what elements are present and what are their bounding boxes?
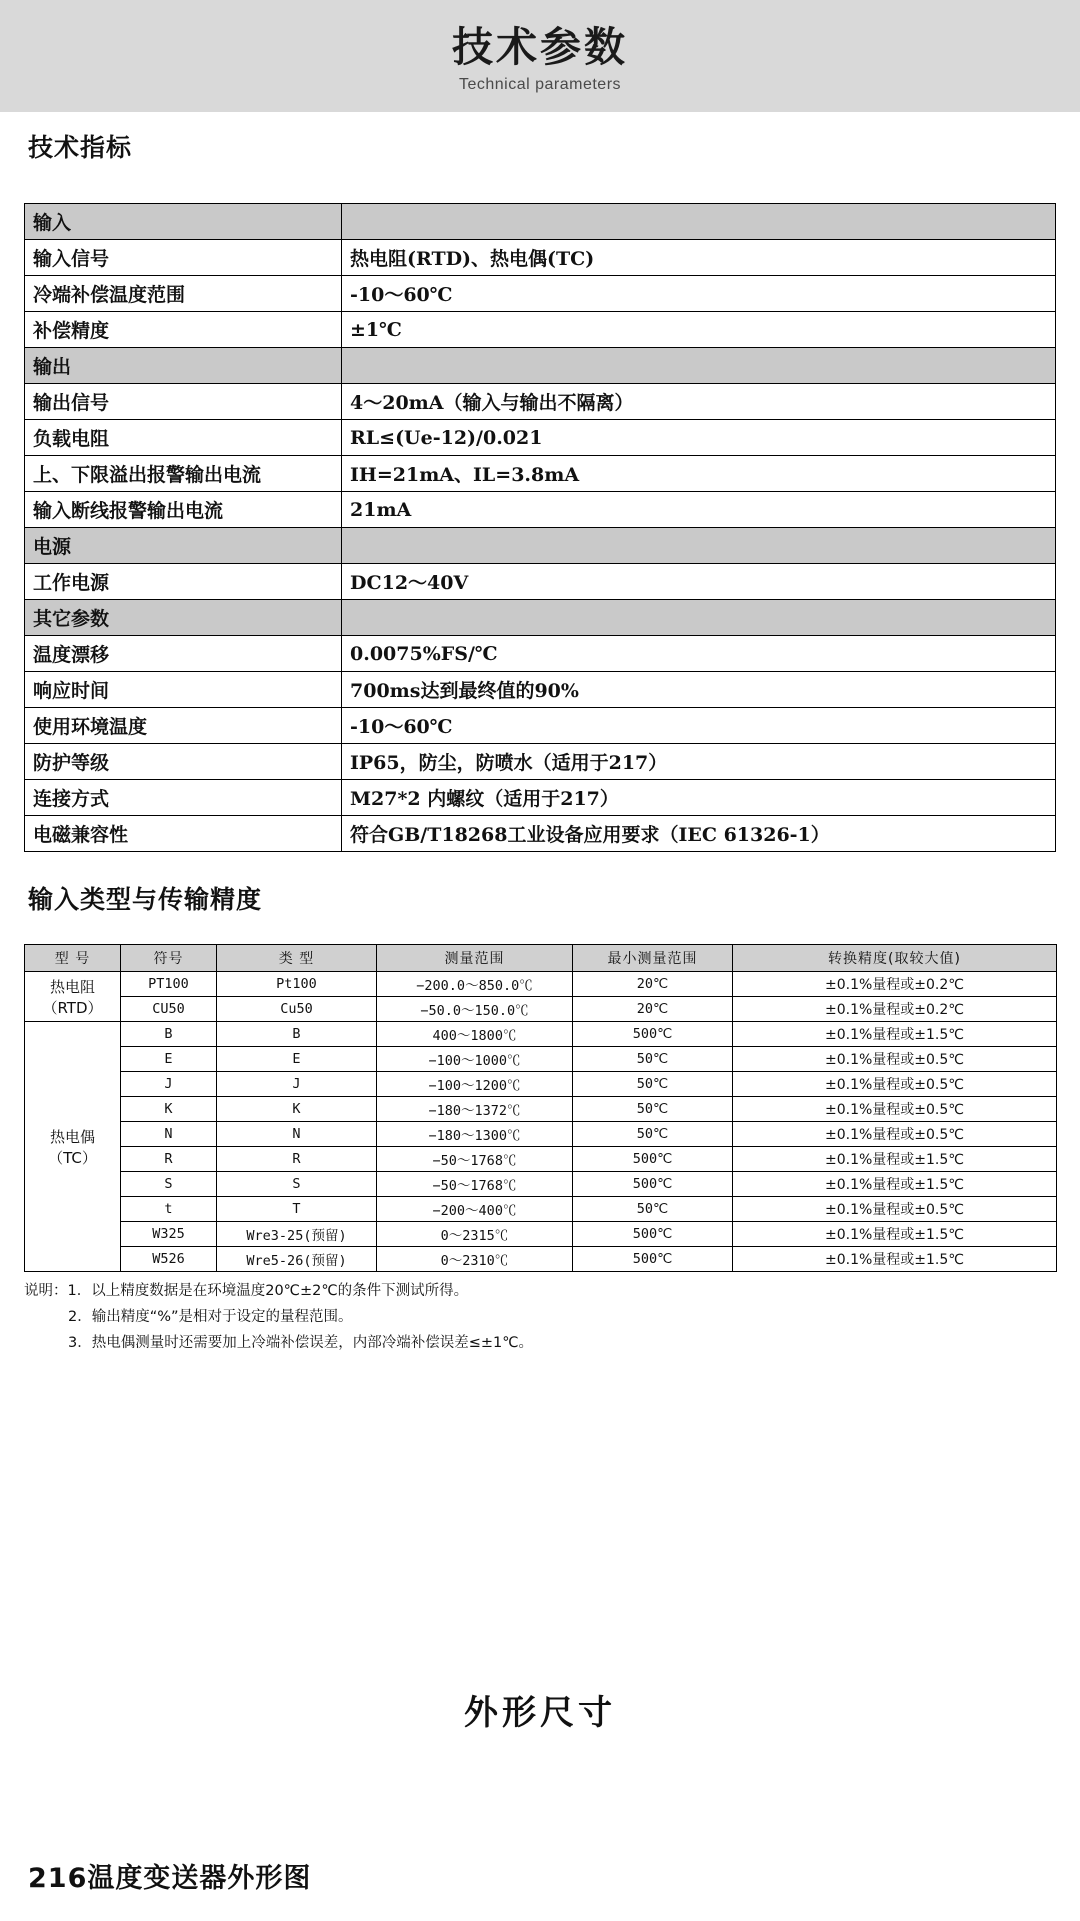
- spec-value: 热电阻(RTD)、热电偶(TC): [342, 240, 1056, 276]
- spec-value: 4～20mA（输入与输出不隔离）: [342, 384, 1056, 420]
- input-accuracy-cell: ±0.1%量程或±0.5℃: [733, 1122, 1057, 1147]
- table-row: [25, 1147, 1057, 1172]
- input-type-cell: J: [217, 1072, 377, 1097]
- spec-value: DC12～40V: [342, 564, 1056, 600]
- spec-row: [25, 708, 1056, 744]
- input-type-cell: Wre3-25(预留): [217, 1222, 377, 1247]
- input-symbol-cell: J: [121, 1072, 217, 1097]
- input-accuracy-cell: ±0.1%量程或±1.5℃: [733, 1022, 1057, 1047]
- page-banner: [0, 0, 1080, 112]
- input-accuracy-cell: ±0.1%量程或±0.2℃: [733, 972, 1057, 997]
- spec-row: [25, 672, 1056, 708]
- table-row: [25, 1022, 1057, 1047]
- table-row: [25, 1097, 1057, 1122]
- input-range-cell: −50～1768℃: [377, 1147, 573, 1172]
- input-min-range-cell: 20℃: [573, 972, 733, 997]
- input-range-cell: −180～1372℃: [377, 1097, 573, 1122]
- spec-value: 21mA: [342, 492, 1056, 528]
- spec-row: [25, 780, 1056, 816]
- input-table-header-cell: 最小测量范围: [573, 945, 733, 972]
- input-accuracy-cell: ±0.1%量程或±1.5℃: [733, 1172, 1057, 1197]
- spec-group-row: [25, 528, 1056, 564]
- table-row: [25, 972, 1057, 997]
- input-accuracy-cell: ±0.1%量程或±0.5℃: [733, 1072, 1057, 1097]
- spec-label: 负载电阻: [25, 420, 342, 456]
- spec-label: 输入断线报警输出电流: [25, 492, 342, 528]
- input-accuracy-cell: ±0.1%量程或±0.5℃: [733, 1097, 1057, 1122]
- input-range-cell: 0～2315℃: [377, 1222, 573, 1247]
- input-category-sublabel: （RTD）: [42, 998, 103, 1017]
- input-table-header-cell: 转换精度(取较大值): [733, 945, 1057, 972]
- input-symbol-cell: S: [121, 1172, 217, 1197]
- table-row: [25, 1172, 1057, 1197]
- input-accuracy-cell: ±0.1%量程或±0.2℃: [733, 997, 1057, 1022]
- spec-row: [25, 564, 1056, 600]
- input-symbol-cell: W526: [121, 1247, 217, 1272]
- input-category-cell: [25, 972, 121, 1022]
- spec-value: [342, 528, 1056, 564]
- input-type-cell: R: [217, 1147, 377, 1172]
- input-table-header-cell: 符号: [121, 945, 217, 972]
- section-heading-model-216: 216温度变送器外形图: [28, 1863, 312, 1894]
- technical-specs-body: [25, 204, 1056, 852]
- input-table-header-cell: 类 型: [217, 945, 377, 972]
- input-type-cell: K: [217, 1097, 377, 1122]
- spec-row: [25, 816, 1056, 852]
- input-symbol-cell: PT100: [121, 972, 217, 997]
- input-category-label: 热电阻: [49, 977, 95, 996]
- input-type-cell: S: [217, 1172, 377, 1197]
- spec-group-row: [25, 204, 1056, 240]
- spec-group-row: [25, 600, 1056, 636]
- spec-label: 电源: [25, 528, 342, 564]
- input-accuracy-cell: ±0.1%量程或±1.5℃: [733, 1147, 1057, 1172]
- input-range-cell: −200.0～850.0℃: [377, 972, 573, 997]
- banner-subtitle: Technical parameters: [458, 75, 622, 93]
- input-range-cell: 0～2310℃: [377, 1247, 573, 1272]
- spec-value: IP65，防尘，防喷水（适用于217）: [342, 744, 1056, 780]
- input-symbol-cell: t: [121, 1197, 217, 1222]
- table-row: [25, 997, 1057, 1022]
- spec-label: 输入信号: [25, 240, 342, 276]
- input-min-range-cell: 50℃: [573, 1047, 733, 1072]
- spec-value: ±1℃: [342, 312, 1056, 348]
- input-symbol-cell: K: [121, 1097, 217, 1122]
- input-range-cell: −50.0～150.0℃: [377, 997, 573, 1022]
- input-category-cell: [25, 1022, 121, 1272]
- input-min-range-cell: 500℃: [573, 1022, 733, 1047]
- input-accuracy-cell: ±0.1%量程或±0.5℃: [733, 1197, 1057, 1222]
- input-table-header-cell: 测量范围: [377, 945, 573, 972]
- note-line-1: 说明：1．以上精度数据是在环境温度20℃±2℃的条件下测试所得。: [24, 1283, 469, 1299]
- spec-group-row: [25, 348, 1056, 384]
- input-type-cell: Pt100: [217, 972, 377, 997]
- technical-specs-table: [24, 203, 1056, 852]
- input-min-range-cell: 500℃: [573, 1147, 733, 1172]
- spec-label: 温度漂移: [25, 636, 342, 672]
- spec-value: [342, 600, 1056, 636]
- spec-value: [342, 204, 1056, 240]
- input-category-label: 热电偶: [49, 1127, 95, 1146]
- spec-label: 连接方式: [25, 780, 342, 816]
- table-row: [25, 1072, 1057, 1097]
- section-heading-input-types: 输入类型与传输精度: [28, 885, 263, 914]
- spec-label: 输入: [25, 204, 342, 240]
- input-type-cell: Cu50: [217, 997, 377, 1022]
- spec-value: -10～60℃: [342, 276, 1056, 312]
- input-range-cell: −200～400℃: [377, 1197, 573, 1222]
- spec-label: 上、下限溢出报警输出电流: [25, 456, 342, 492]
- input-symbol-cell: E: [121, 1047, 217, 1072]
- table-row: [25, 1247, 1057, 1272]
- spec-row: [25, 384, 1056, 420]
- spec-value: M27*2 内螺纹（适用于217）: [342, 780, 1056, 816]
- input-symbol-cell: B: [121, 1022, 217, 1047]
- spec-row: [25, 420, 1056, 456]
- input-min-range-cell: 50℃: [573, 1197, 733, 1222]
- spec-value: RL≤(Ue-12)/0.021: [342, 420, 1056, 456]
- input-range-cell: −100～1200℃: [377, 1072, 573, 1097]
- spec-label: 响应时间: [25, 672, 342, 708]
- spec-label: 冷端补偿温度范围: [25, 276, 342, 312]
- input-symbol-cell: CU50: [121, 997, 217, 1022]
- spec-row: [25, 240, 1056, 276]
- input-range-cell: −50～1768℃: [377, 1172, 573, 1197]
- input-accuracy-cell: ±0.1%量程或±1.5℃: [733, 1222, 1057, 1247]
- note-line-2: 2．输出精度“%”是相对于设定的量程范围。: [68, 1309, 353, 1325]
- input-min-range-cell: 50℃: [573, 1122, 733, 1147]
- table-row: [25, 1197, 1057, 1222]
- input-min-range-cell: 500℃: [573, 1247, 733, 1272]
- input-type-accuracy-table: [24, 944, 1057, 1272]
- table-row: [25, 1047, 1057, 1072]
- input-table-head: [25, 945, 1057, 972]
- spec-value: IH=21mA、IL=3.8mA: [342, 456, 1056, 492]
- spec-row: [25, 276, 1056, 312]
- input-table-header-cell: 型 号: [25, 945, 121, 972]
- spec-row: [25, 456, 1056, 492]
- table-row: [25, 1122, 1057, 1147]
- input-min-range-cell: 50℃: [573, 1072, 733, 1097]
- spec-label: 工作电源: [25, 564, 342, 600]
- note-line-3: 3．热电偶测量时还需要加上冷端补偿误差，内部冷端补偿误差≤±1℃。: [68, 1335, 534, 1351]
- input-range-cell: 400～1800℃: [377, 1022, 573, 1047]
- spec-label: 其它参数: [25, 600, 342, 636]
- table-row: [25, 1222, 1057, 1247]
- input-range-cell: −180～1300℃: [377, 1122, 573, 1147]
- input-table-body: [25, 972, 1057, 1272]
- input-symbol-cell: N: [121, 1122, 217, 1147]
- input-accuracy-cell: ±0.1%量程或±0.5℃: [733, 1047, 1057, 1072]
- spec-label: 补偿精度: [25, 312, 342, 348]
- input-type-cell: T: [217, 1197, 377, 1222]
- table-notes: [24, 1278, 1024, 1356]
- input-type-cell: Wre5-26(预留): [217, 1247, 377, 1272]
- spec-row: [25, 636, 1056, 672]
- spec-value: -10～60℃: [342, 708, 1056, 744]
- input-min-range-cell: 500℃: [573, 1222, 733, 1247]
- spec-value: 0.0075%FS/℃: [342, 636, 1056, 672]
- input-accuracy-cell: ±0.1%量程或±1.5℃: [733, 1247, 1057, 1272]
- input-category-sublabel: （TC）: [48, 1148, 97, 1167]
- spec-label: 使用环境温度: [25, 708, 342, 744]
- spec-row: [25, 492, 1056, 528]
- spec-value: 700ms达到最终值的90%: [342, 672, 1056, 708]
- input-symbol-cell: W325: [121, 1222, 217, 1247]
- input-range-cell: −100～1000℃: [377, 1047, 573, 1072]
- input-table-header-row: [25, 945, 1057, 972]
- input-type-cell: B: [217, 1022, 377, 1047]
- spec-label: 输出: [25, 348, 342, 384]
- input-min-range-cell: 50℃: [573, 1097, 733, 1122]
- input-symbol-cell: R: [121, 1147, 217, 1172]
- spec-label: 电磁兼容性: [25, 816, 342, 852]
- spec-label: 输出信号: [25, 384, 342, 420]
- spec-label: 防护等级: [25, 744, 342, 780]
- spec-value: 符合GB/T18268工业设备应用要求（IEC 61326-1）: [342, 816, 1056, 852]
- input-type-cell: N: [217, 1122, 377, 1147]
- spec-value: [342, 348, 1056, 384]
- section-heading-specs: 技术指标: [28, 133, 133, 162]
- input-min-range-cell: 20℃: [573, 997, 733, 1022]
- input-type-cell: E: [217, 1047, 377, 1072]
- spec-row: [25, 312, 1056, 348]
- spec-row: [25, 744, 1056, 780]
- banner-title: 技术参数: [452, 23, 628, 72]
- input-min-range-cell: 500℃: [573, 1172, 733, 1197]
- section-heading-dimensions: 外形尺寸: [464, 1693, 616, 1733]
